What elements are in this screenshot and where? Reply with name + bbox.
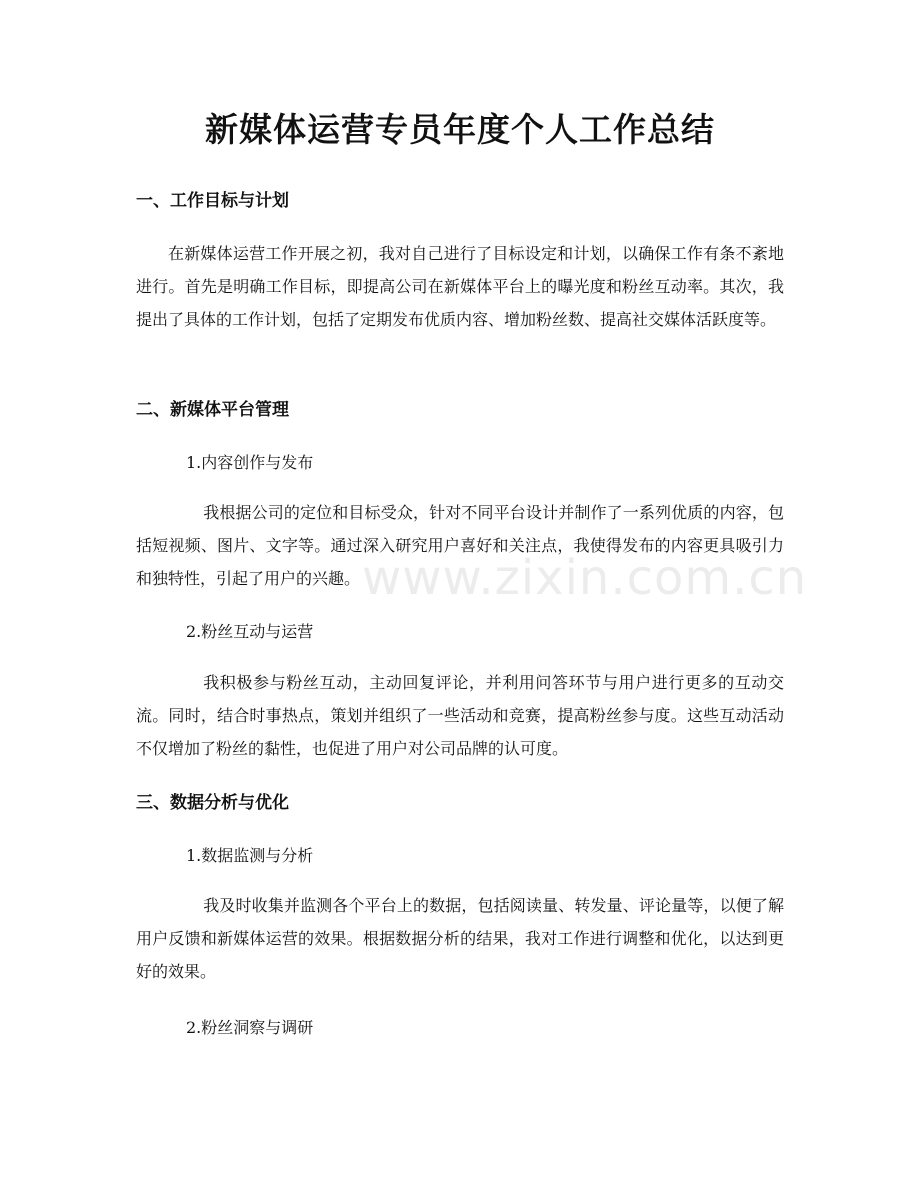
section-heading-platform: 二、新媒体平台管理 [136,400,289,420]
subsection-heading-monitoring: 1.数据监测与分析 [186,846,314,865]
document-title: 新媒体运营专员年度个人工作总结 [205,110,715,149]
subsection-heading-content: 1.内容创作与发布 [186,453,314,472]
subsection-paragraph-fans: 我积极参与粉丝互动，主动回复评论，并利用问答环节与用户进行更多的互动交流。同时，结合时事热点，策划并组织了一些活动和竞赛，提高粉丝参与度。这些互动活动不仅增加了粉丝的黏性，也促进了用户对公司品牌的认可度。 [136,673,784,758]
section-heading-data: 三、数据分析与优化 [136,793,289,813]
watermark-text: www.zixin.com.cn [362,550,808,606]
subsection-heading-insight: 2.粉丝洞察与调研 [186,1018,314,1037]
section-paragraph-goals: 在新媒体运营工作开展之初，我对自己进行了目标设定和计划，以确保工作有条不紊地进行。首先是明确工作目标，即提高公司在新媒体平台上的曝光度和粉丝互动率。其次，我提出了具体的工作计划，包括了定期发布优质内容、增加粉丝数、提高社交媒体活跃度等。 [136,244,784,329]
subsection-heading-fans: 2.粉丝互动与运营 [186,622,314,641]
subsection-paragraph-monitoring: 我及时收集并监测各个平台上的数据，包括阅读量、转发量、评论量等，以便了解用户反馈和新媒体运营的效果。根据数据分析的结果，我对工作进行调整和优化，以达到更好的效果。 [136,896,784,981]
section-heading-goals: 一、工作目标与计划 [136,191,289,211]
subsection-paragraph-content: 我根据公司的定位和目标受众，针对不同平台设计并制作了一系列优质的内容，包括短视频、图片、文字等。通过深入研究用户喜好和关注点，我使得发布的内容更具吸引力和独特性，引起了用户的兴趣。 [136,503,784,588]
